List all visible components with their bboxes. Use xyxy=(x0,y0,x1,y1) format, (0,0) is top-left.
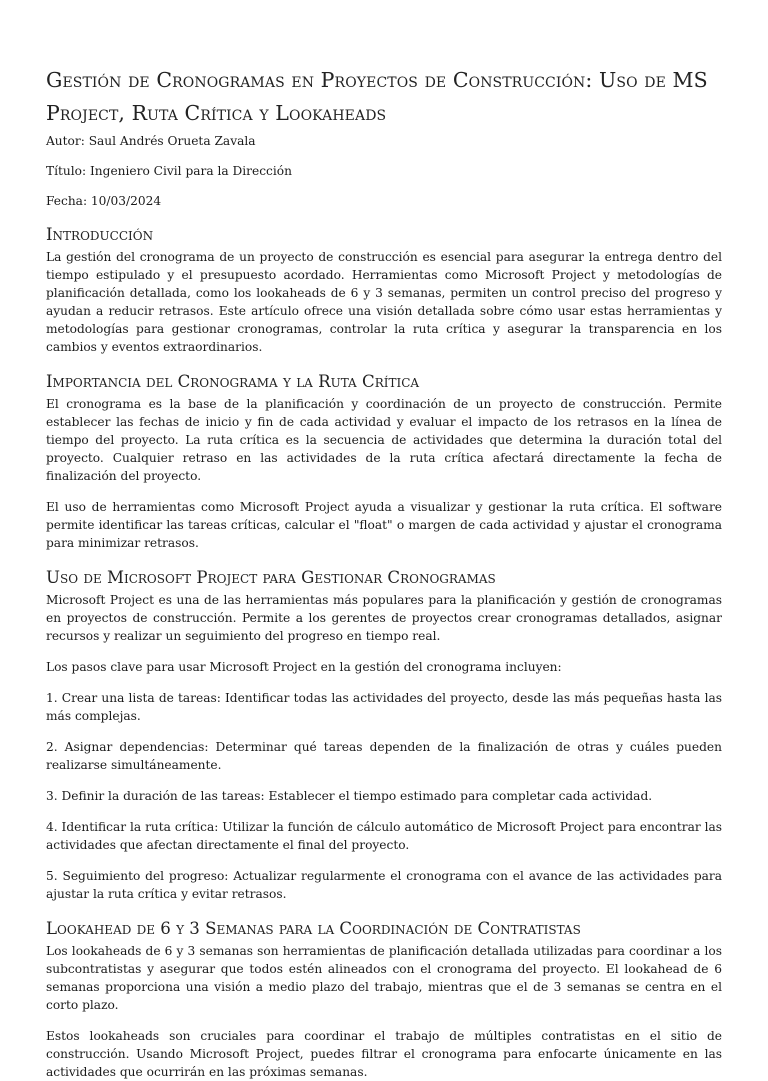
section-heading: Uso de Microsoft Project para Gestionar Cronogramas xyxy=(46,568,496,587)
section-importancia xyxy=(46,371,722,552)
paragraph: El uso de herramientas como Microsoft Project ayuda a visualizar y gestionar la ruta crítica. El software permite identificar las tareas críticas, calcular el "float" o margen de cada actividad y ajustar el cronograma para minimizar retrasos. xyxy=(46,500,722,550)
section-heading: Importancia del Cronograma y la Ruta Crítica xyxy=(46,372,420,391)
list-item: 1. Crear una lista de tareas: Identificar todas las actividades del proyecto, desde las más pequeñas hasta las más complejas. xyxy=(46,691,722,723)
list-item: 5. Seguimiento del progreso: Actualizar regularmente el cronograma con el avance de las actividades para ajustar la ruta crítica y evitar retrasos. xyxy=(46,869,722,901)
section-ms-project xyxy=(46,567,722,903)
section-lookahead xyxy=(46,918,722,1081)
paragraph: La gestión del cronograma de un proyecto de construcción es esencial para asegurar la entrega dentro del tiempo estipulado y el presupuesto acordado. Herramientas como Microsoft Project y metodologías de planificación detallada, como los lookaheads de 6 y 3 semanas, permiten un control preciso del progreso y ayudan a reducir retrasos. Este artículo ofrece una visión detallada sobre cómo usar estas herramientas y metodologías para gestionar cronogramas, controlar la ruta crítica y asegurar la transparencia en los cambios y eventos extraordinarios. xyxy=(46,250,722,354)
list-item: 4. Identificar la ruta crítica: Utilizar la función de cálculo automático de Microsoft Project para encontrar las actividades que afectan directamente el final del proyecto. xyxy=(46,820,722,852)
document-title: Gestión de Cronogramas en Proyectos de Construcción: Uso de MS Project, Ruta Crítica y Lookaheads xyxy=(46,68,708,125)
section-heading: Introducción xyxy=(46,225,154,244)
author-line: Autor: Saul Andrés Orueta Zavala xyxy=(46,134,256,148)
date-line: Fecha: 10/03/2024 xyxy=(46,194,162,208)
job-title-line: Título: Ingeniero Civil para la Dirección xyxy=(46,164,292,178)
list-item: 3. Definir la duración de las tareas: Establecer el tiempo estimado para completar cada actividad. xyxy=(46,789,653,803)
paragraph: Los pasos clave para usar Microsoft Project en la gestión del cronograma incluyen: xyxy=(46,660,562,674)
paragraph: Microsoft Project es una de las herramientas más populares para la planificación y gestión de cronogramas en proyectos de construcción. Permite a los gerentes de proyectos crear cronogramas detallados, asignar recursos y realizar un seguimiento del progreso en tiempo real. xyxy=(46,593,722,643)
section-introduccion xyxy=(46,224,722,356)
paragraph: Estos lookaheads son cruciales para coordinar el trabajo de múltiples contratistas en el sitio de construcción. Usando Microsoft Project, puedes filtrar el cronograma para enfocarte únicamente en las actividades que ocurrirán en las próximas semanas. xyxy=(46,1029,722,1079)
paragraph: Los lookaheads de 6 y 3 semanas son herramientas de planificación detallada utilizadas para coordinar a los subcontratistas y asegurar que todos estén alineados con el cronograma del proyecto. El lookahead de 6 semanas proporciona una visión a medio plazo del trabajo, mientras que el de 3 semanas se centra en el corto plazo. xyxy=(46,944,722,1012)
list-item: 2. Asignar dependencias: Determinar qué tareas dependen de la finalización de otras y cuáles pueden realizarse simultáneamente. xyxy=(46,740,722,772)
section-heading: Lookahead de 6 y 3 Semanas para la Coordinación de Contratistas xyxy=(46,919,581,938)
paragraph: El cronograma es la base de la planificación y coordinación de un proyecto de construcción. Permite establecer las fechas de inicio y fin de cada actividad y evaluar el impacto de los retrasos en la línea de tiempo del proyecto. La ruta crítica es la secuencia de actividades que determina la duración total del proyecto. Cualquier retraso en las actividades de la ruta crítica afectará directamente la fecha de finalización del proyecto. xyxy=(46,397,722,483)
